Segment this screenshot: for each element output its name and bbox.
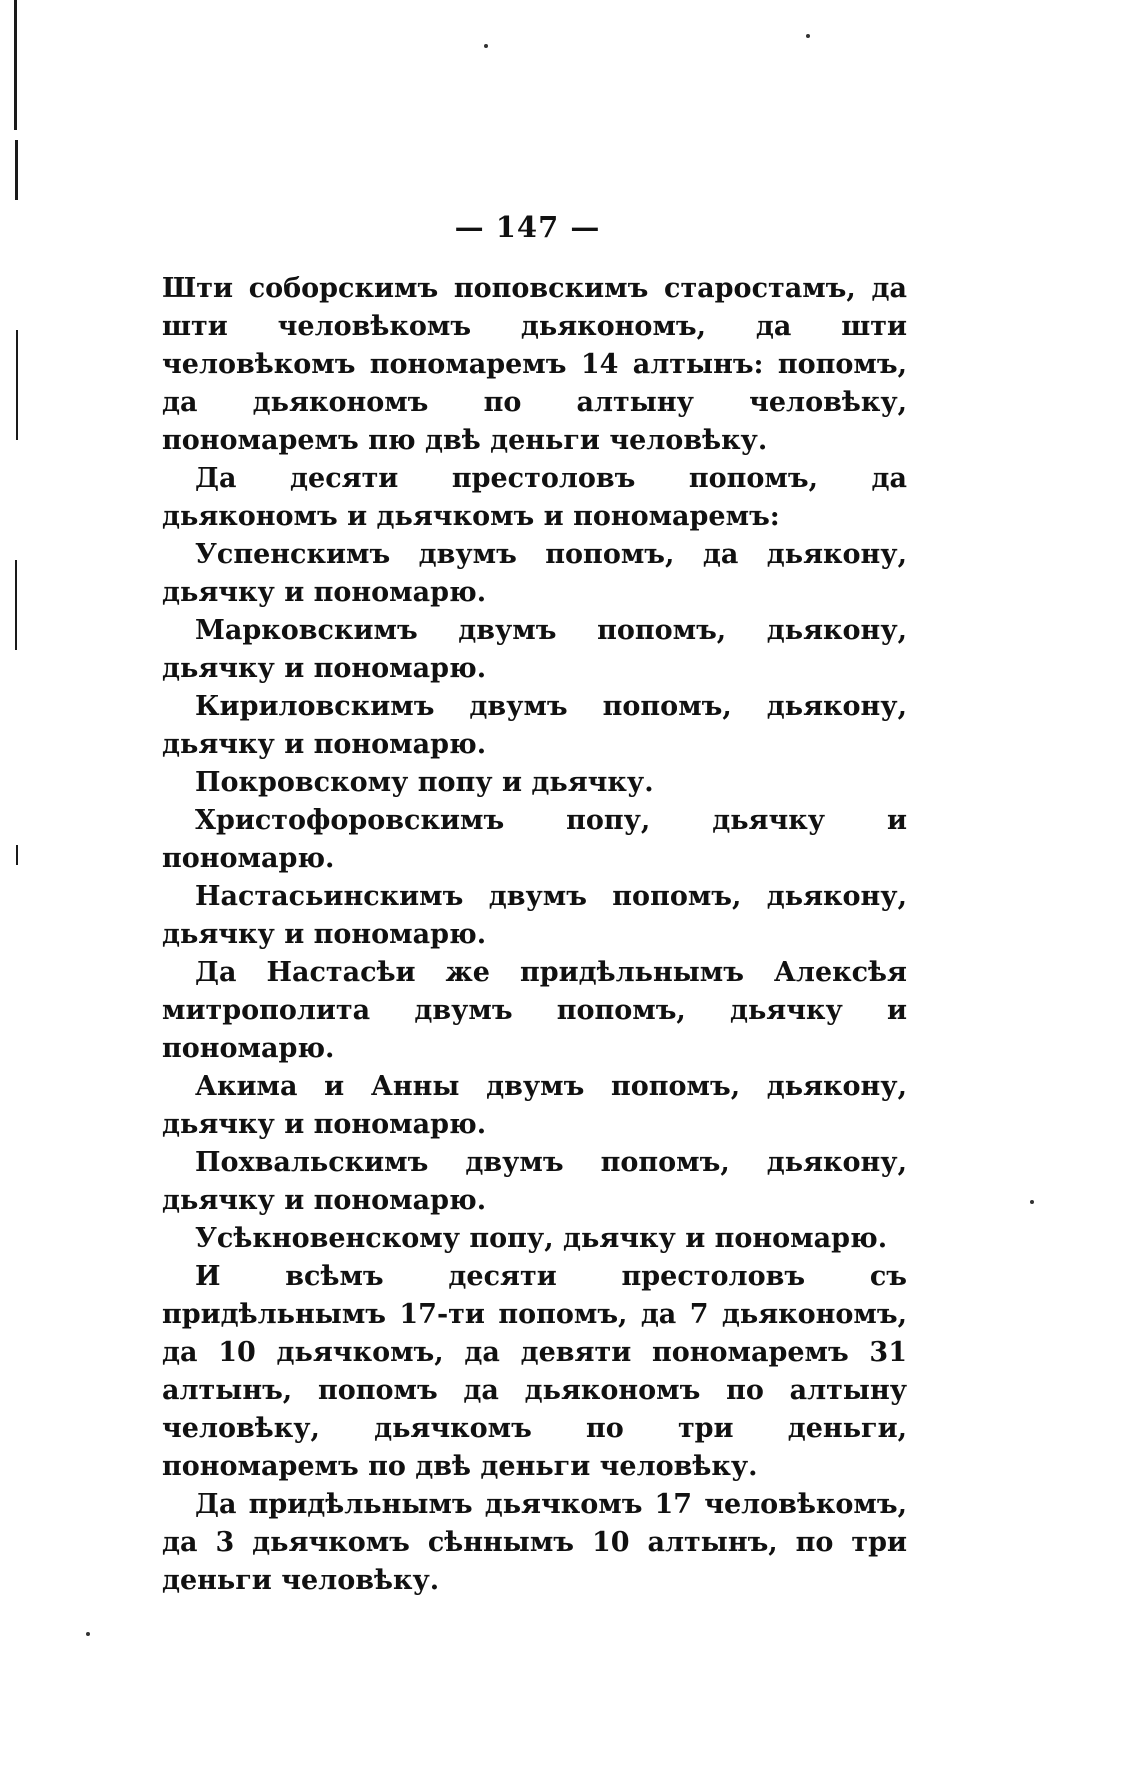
scan-edge-line [16, 330, 18, 440]
paragraph: Да придѣльнымъ дьячкомъ 17 человѣкомъ, да 3 дьячкомъ сѣннымъ 10 алтынъ, по три деньги человѣку. [162, 1489, 907, 1596]
scan-speck [86, 1632, 90, 1636]
paragraph: Шти соборскимъ поповскимъ старостамъ, да шти человѣкомъ дьякономъ, да шти человѣкомъ пономаремъ 14 алтынъ: попомъ, да дьякономъ по алтыну человѣку, пономаремъ пю двѣ деньги человѣку. [162, 273, 907, 456]
paragraph: Усѣкновенскому попу, дьячку и пономарю. [195, 1223, 888, 1254]
paragraph: Покровскому попу и дьячку. [195, 767, 654, 798]
paragraph: Да десяти престоловъ попомъ, да дьякономъ и дьячкомъ и пономаремъ: [162, 463, 907, 532]
paragraph: Марковскимъ двумъ попомъ, дьякону, дьячку и пономарю. [162, 615, 907, 684]
paragraph: Настасьинскимъ двумъ попомъ, дьякону, дьячку и пономарю. [162, 881, 907, 950]
scan-edge-line [15, 560, 17, 650]
scan-edge-line [16, 845, 18, 865]
scan-speck [806, 34, 810, 38]
scan-speck [1030, 1200, 1034, 1204]
paragraph: Похвальскимъ двумъ попомъ, дьякону, дьячку и пономарю. [162, 1147, 907, 1216]
paragraph: Успенскимъ двумъ попомъ, да дьякону, дьячку и пономарю. [162, 539, 907, 608]
scan-edge-line [14, 0, 17, 130]
paragraph: Да Настасѣи же придѣльнымъ Алексѣя митрополита двумъ попомъ, дьячку и пономарю. [162, 957, 907, 1064]
paragraph: Христофоровскимъ попу, дьячку и пономарю. [162, 805, 907, 874]
scan-edge-line [15, 140, 18, 200]
paragraph: Кириловскимъ двумъ попомъ, дьякону, дьячку и пономарю. [162, 691, 907, 760]
page-text [162, 270, 907, 1600]
paragraph: Акима и Анны двумъ попомъ, дьякону, дьячку и пономарю. [162, 1071, 907, 1140]
paragraph: И всѣмъ десяти престоловъ съ придѣльнымъ 17-ти попомъ, да 7 дьякономъ, да 10 дьячкомъ, да девяти пономаремъ 31 алтынъ, попомъ да дьякономъ по алтыну человѣку, дьячкомъ по три деньги, пономаремъ по двѣ деньги человѣку. [162, 1261, 907, 1482]
scan-speck [484, 44, 488, 48]
page-number: — 147 — [454, 210, 601, 244]
